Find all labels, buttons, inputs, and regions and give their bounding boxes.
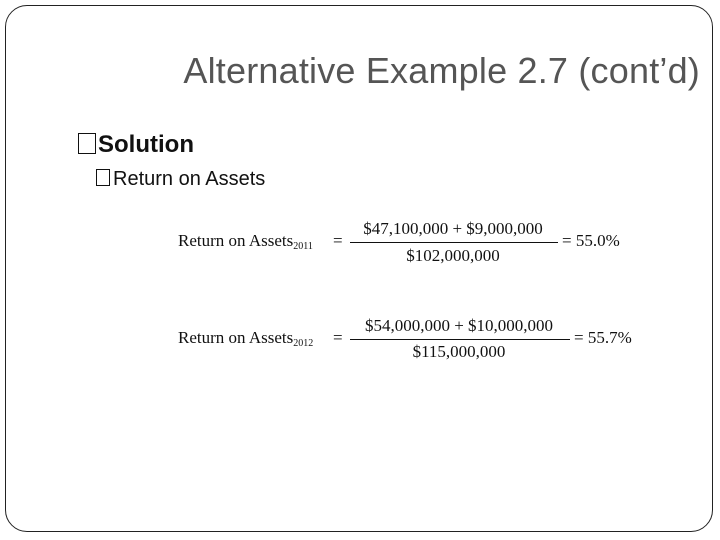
equation-lhs-label: Return on Assets [178,328,294,347]
equation-denominator: $102,000,000 [406,246,500,265]
equation-equals: = [333,328,343,347]
equation-lhs [178,328,313,349]
fraction-bar [350,339,570,340]
bullet-roa-label: Return on Assets [113,168,266,190]
equation-numerator: $54,000,000 + $10,000,000 [364,316,554,335]
equation-lhs-label: Return on Assets [178,231,294,250]
bullet-solution-label: Solution [98,131,194,158]
slide-title: Alternative Example 2.7 (cont’d) [183,50,700,91]
equation-result: = 55.0% [562,231,620,250]
equation-numerator: $47,100,000 + $9,000,000 [363,219,543,238]
equation-lhs-subscript: 2011 [293,241,313,252]
equation-lhs-subscript: 2012 [293,338,314,349]
equation-result: = 55.7% [574,328,632,347]
equation-denominator: $115,000,000 [412,342,506,361]
equation-equals: = [333,231,343,250]
